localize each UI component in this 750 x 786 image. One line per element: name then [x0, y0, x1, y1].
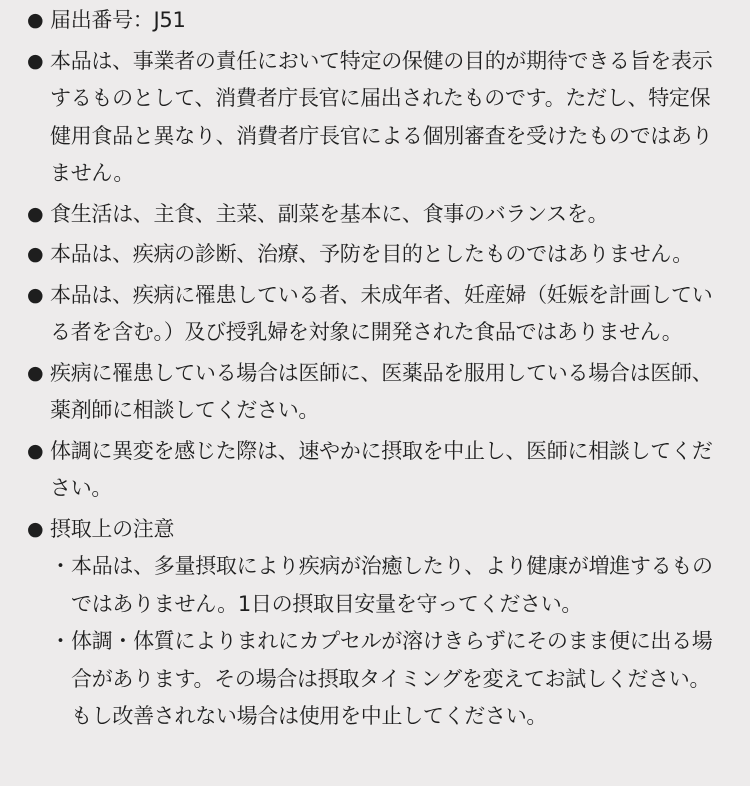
- bullet-icon: ●: [27, 9, 44, 31]
- notice-item-text: 食生活は、主食、主菜、副菜を基本に、食事のバランスを。: [50, 201, 609, 226]
- sub-bullet-icon: ・: [50, 554, 71, 578]
- bullet-icon: ●: [27, 439, 44, 462]
- notice-item-intake-precautions-heading: [27, 511, 722, 549]
- bullet-icon: ●: [27, 283, 44, 306]
- notice-item-text: 届出番号：J51: [50, 8, 186, 32]
- notice-item-text: 疾病に罹患している場合は医師に、医薬品を服用している場合は医師、薬剤師に相談してください。: [50, 360, 713, 422]
- precaution-item-overdose: [27, 548, 722, 623]
- notice-item-diet-balance: [27, 196, 722, 234]
- precaution-text: 本品は、多量摂取により疾病が治癒したり、より健康が増進するものではありません。1日の摂取目安量を守ってください。: [71, 554, 713, 616]
- notice-item-not-for-treatment: [27, 236, 722, 274]
- notice-item-text: 本品は、事業者の責任において特定の保健の目的が期待できる旨を表示するものとして、消費者庁長官に届出されたものです。ただし、特定保健用食品と異なり、消費者庁長官による個別審査を受けたものではありません。: [50, 48, 713, 185]
- bullet-icon: ●: [27, 49, 44, 72]
- notice-item-registration-number: [27, 2, 722, 40]
- precaution-text: 体調・体質によりまれにカプセルが溶けきらずにそのまま便に出る場合があります。その場合は摂取タイミングを変えてお試しください。もし改善されない場合は使用を中止してください。: [71, 629, 713, 728]
- notice-item-text: 体調に異変を感じた際は、速やかに摂取を中止し、医師に相談してください。: [50, 438, 713, 500]
- notice-item-target-audience: [27, 277, 722, 352]
- bullet-icon: ●: [27, 361, 44, 384]
- bullet-icon: ●: [27, 243, 44, 265]
- bullet-icon: ●: [27, 202, 44, 225]
- section-heading: 摂取上の注意: [50, 516, 175, 541]
- notice-item-text: 本品は、疾病に罹患している者、未成年者、妊産婦（妊娠を計画している者を含む。）及び授乳婦を対象に開発された食品ではありません。: [50, 282, 713, 344]
- bullet-icon: ●: [27, 517, 44, 540]
- notice-item-stop-if-unwell: [27, 433, 722, 508]
- notice-item-consult-doctor: [27, 355, 722, 430]
- notice-item-text: 本品は、疾病の診断、治療、予防を目的としたものではありません。: [50, 242, 693, 266]
- notice-item-disclaimer: [27, 43, 722, 193]
- sub-bullet-icon: ・: [50, 629, 71, 653]
- precaution-item-capsule: [27, 623, 722, 736]
